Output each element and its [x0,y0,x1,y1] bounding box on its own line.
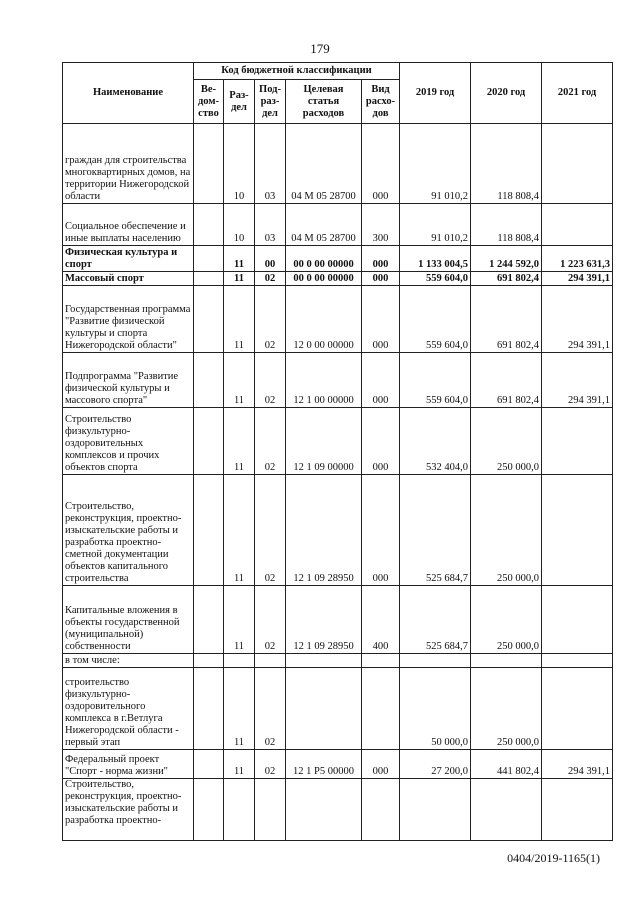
row-razdel: 10 [224,204,255,246]
row-name: Государственная программа "Развитие физической культуры и спорта Нижегородской области" [63,286,194,353]
row-vid: 000 [362,475,400,586]
row-vid: 000 [362,272,400,286]
row-2019: 1 133 004,5 [400,246,471,272]
row-vedomstvo [194,654,224,668]
row-vid: 000 [362,408,400,475]
row-name: граждан для строительства многоквартирных домов, на территории Нижегородской области [63,124,194,204]
header-tselevaya: Целевая статья расходов [286,80,362,124]
row-podrazdel: 03 [255,204,286,246]
row-vedomstvo [194,408,224,475]
header-name: Наименование [63,63,194,124]
row-name: Социальное обеспечение и иные выплаты населению [63,204,194,246]
row-2021 [542,586,613,654]
row-tselevaya [286,779,362,841]
row-vid [362,654,400,668]
row-razdel [224,779,255,841]
row-tselevaya: 00 0 00 00000 [286,246,362,272]
row-2020: 118 808,4 [471,204,542,246]
row-2021: 294 391,1 [542,750,613,779]
row-2019: 525 684,7 [400,586,471,654]
row-name: в том числе: [63,654,194,668]
table-row [63,124,613,204]
row-vid: 300 [362,204,400,246]
row-2020: 691 802,4 [471,272,542,286]
header-razdel: Раз-дел [224,80,255,124]
header-podrazdel: Под-раз-дел [255,80,286,124]
row-podrazdel: 02 [255,668,286,750]
row-2020: 441 802,4 [471,750,542,779]
table-row [63,286,613,353]
row-2019 [400,779,471,841]
row-vedomstvo [194,668,224,750]
row-vid: 000 [362,353,400,408]
row-vedomstvo [194,353,224,408]
row-name: Федеральный проект "Спорт - норма жизни" [63,750,194,779]
row-name: Подпрограмма "Развитие физической культуры и массового спорта" [63,353,194,408]
row-vid: 000 [362,246,400,272]
row-2021: 294 391,1 [542,272,613,286]
row-tselevaya: 12 1 09 28950 [286,475,362,586]
row-2020: 118 808,4 [471,124,542,204]
row-name: Строительство, реконструкция, проектно-изыскательские работы и разработка проектно-сметной документации объектов капитального строительства [63,475,194,586]
row-tselevaya: 00 0 00 00000 [286,272,362,286]
row-vedomstvo [194,272,224,286]
header-vid: Вид расхо-дов [362,80,400,124]
row-2019: 559 604,0 [400,353,471,408]
row-2019: 27 200,0 [400,750,471,779]
row-tselevaya: 12 1 00 00000 [286,353,362,408]
row-razdel: 11 [224,353,255,408]
header-2021: 2021 год [542,63,613,124]
row-2021 [542,408,613,475]
row-razdel: 10 [224,124,255,204]
table-row [63,586,613,654]
table-row [63,204,613,246]
row-2019: 559 604,0 [400,272,471,286]
row-tselevaya [286,668,362,750]
row-2020: 250 000,0 [471,408,542,475]
table-row [63,668,613,750]
row-vedomstvo [194,246,224,272]
row-vedomstvo [194,124,224,204]
table-row [63,246,613,272]
row-razdel: 11 [224,586,255,654]
row-name: Строительство, реконструкция, проектно-изыскательские работы и разработка проектно- [63,779,194,841]
row-2020: 250 000,0 [471,586,542,654]
table-row [63,750,613,779]
row-2019: 559 604,0 [400,286,471,353]
row-2021 [542,668,613,750]
row-2021 [542,204,613,246]
row-podrazdel: 03 [255,124,286,204]
row-tselevaya: 12 0 00 00000 [286,286,362,353]
row-name: строительство физкультурно-оздоровительного комплекса в г.Ветлуга Нижегородской области - первый этап [63,668,194,750]
row-2019: 532 404,0 [400,408,471,475]
row-tselevaya: 04 М 05 28700 [286,204,362,246]
row-2020 [471,654,542,668]
row-2021 [542,475,613,586]
row-podrazdel [255,654,286,668]
row-tselevaya: 04 М 05 28700 [286,124,362,204]
row-2019: 50 000,0 [400,668,471,750]
row-2021: 1 223 631,3 [542,246,613,272]
row-vid [362,668,400,750]
row-podrazdel: 02 [255,353,286,408]
row-2021: 294 391,1 [542,286,613,353]
header-vedomstvo: Ве-дом-ство [194,80,224,124]
row-podrazdel: 02 [255,286,286,353]
row-tselevaya [286,654,362,668]
row-vid: 000 [362,124,400,204]
row-vid: 400 [362,586,400,654]
row-2021 [542,654,613,668]
row-razdel: 11 [224,408,255,475]
row-razdel: 11 [224,246,255,272]
row-2021 [542,779,613,841]
table-row [63,408,613,475]
header-2020: 2020 год [471,63,542,124]
row-vedomstvo [194,586,224,654]
table-row [63,475,613,586]
row-razdel [224,654,255,668]
row-name: Строительство физкультурно-оздоровительных комплексов и прочих объектов спорта [63,408,194,475]
row-2020 [471,779,542,841]
row-podrazdel: 02 [255,475,286,586]
row-name: Массовый спорт [63,272,194,286]
row-2020: 691 802,4 [471,286,542,353]
row-podrazdel: 02 [255,272,286,286]
row-razdel: 11 [224,668,255,750]
row-vid: 000 [362,750,400,779]
row-tselevaya: 12 1 P5 00000 [286,750,362,779]
header-2019: 2019 год [400,63,471,124]
row-podrazdel: 00 [255,246,286,272]
row-2020: 1 244 592,0 [471,246,542,272]
page-number: 179 [310,41,330,56]
table-row [63,272,613,286]
row-vedomstvo [194,204,224,246]
row-vedomstvo [194,750,224,779]
row-2019: 91 010,2 [400,204,471,246]
row-razdel: 11 [224,286,255,353]
row-tselevaya: 12 1 09 28950 [286,586,362,654]
row-name: Капитальные вложения в объекты государственной (муниципальной) собственности [63,586,194,654]
table-row [63,353,613,408]
row-vedomstvo [194,779,224,841]
row-vid [362,779,400,841]
row-2021: 294 391,1 [542,353,613,408]
row-podrazdel [255,779,286,841]
table-row [63,779,613,841]
row-podrazdel: 02 [255,750,286,779]
table-row [63,654,613,668]
row-2020: 250 000,0 [471,668,542,750]
row-razdel: 11 [224,475,255,586]
row-2019: 91 010,2 [400,124,471,204]
header-bk-code: Код бюджетной классификации [194,63,400,80]
budget-table [62,62,613,841]
document-code: 0404/2019-1165(1) [507,851,600,865]
row-name: Физическая культура и спорт [63,246,194,272]
row-2020: 250 000,0 [471,475,542,586]
row-2019 [400,654,471,668]
row-podrazdel: 02 [255,408,286,475]
row-podrazdel: 02 [255,586,286,654]
row-razdel: 11 [224,272,255,286]
row-tselevaya: 12 1 09 00000 [286,408,362,475]
row-razdel: 11 [224,750,255,779]
row-vedomstvo [194,286,224,353]
row-2020: 691 802,4 [471,353,542,408]
row-vedomstvo [194,475,224,586]
row-2019: 525 684,7 [400,475,471,586]
row-2021 [542,124,613,204]
row-vid: 000 [362,286,400,353]
